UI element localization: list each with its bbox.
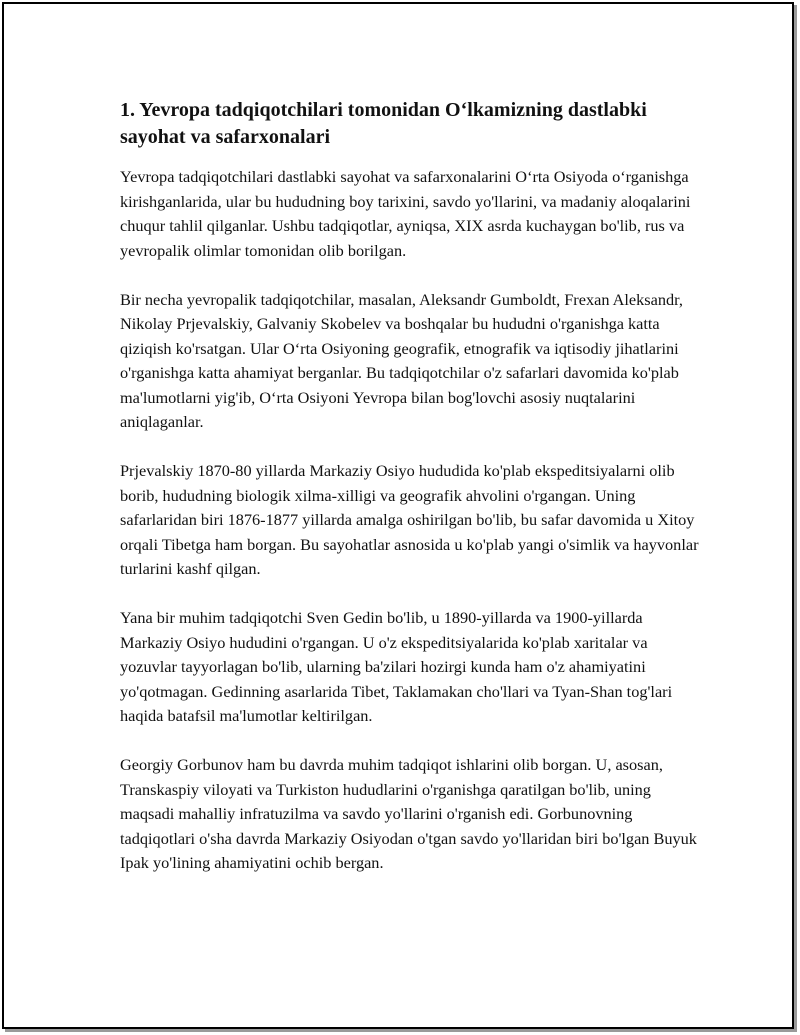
paragraph-2: Bir necha yevropalik tadqiqotchilar, masalan, Aleksandr Gumboldt, Frexan Aleksandr, Nikolay Prjevalskiy, Galvaniy Skobelev va boshqalar bu hududni o'rganishga katta qiziqish ko'rsatgan. Ular O‘rta Osiyoning geografik, etnografik va iqtisodiy jihatlarini o'rganishga katta ahamiyat berganlar. Bu tadqiqotchilar o'z safarlari davomida ko'plab ma'lumotlarni yig'ib, O‘rta Osiyoni Yevropa bilan bog'lovchi asosiy nuqtalarini aniqlaganlar.	[120, 289, 683, 431]
paragraph-3: Prjevalskiy 1870-80 yillarda Markaziy Osiyo hududida ko'plab ekspeditsiyalarni olib borib, hududning biologik xilma-xilligi va geografik ahvolini o'rgangan. Uning safarlaridan biri 1876-1877 yillarda amalga oshirilgan bo'lib, bu safar davomida u Xitoy orqali Tibetga ham borgan. Bu sayohatlar asnosida u ko'plab yangi o'simlik va hayvonlar turlarini kashf qilgan.	[120, 461, 699, 578]
paragraph-1: Yevropa tadqiqotchilari dastlabki sayohat va safarxonalarini O‘rta Osiyoda o‘rganishga kirishganlarida, ular bu hududning boy tarixini, savdo yo'llarini, va madaniy aloqalarini chuqur tahlil qilganlar. Ushbu tadqiqotlar, ayniqsa, XIX asrda kuchaygan bo'lib, rus va yevropalik olimlar tomonidan olib borilgan.	[120, 167, 691, 260]
document-content	[120, 97, 700, 900]
document-page	[2, 2, 794, 1029]
paragraph-5: Georgiy Gorbunov ham bu davrda muhim tadqiqot ishlarini olib borgan. U, asosan, Transkaspiy viloyati va Turkiston hududlarini o'rganishga qaratilgan bo'lib, uning maqsadi mahalliy infratuzilma va savdo yo'llarini o'rganish edi. Gorbunovning tadqiqotlari o'sha davrda Markaziy Osiyodan o'tgan savdo yo'llaridan biri bo'lgan Buyuk Ipak yo'lining ahamiyatini ochib bergan.	[120, 755, 697, 872]
section-heading: 1. Yevropa tadqiqotchilari tomonidan O‘lkamizning dastlabki sayohat va safarxonalari	[120, 99, 647, 148]
paragraph-4: Yana bir muhim tadqiqotchi Sven Gedin bo'lib, u 1890-yillarda va 1900-yillarda Markaziy Osiyo hududini o'rgangan. U o'z ekspeditsiyalarida ko'plab xaritalar va yozuvlar tayyorlagan bo'lib, ularning ba'zilari hozirgi kunda ham o'z ahamiyatini yo'qotmagan. Gedinning asarlarida Tibet, Taklamakan cho'llari va Tyan-Shan tog'lari haqida batafsil ma'lumotlar keltirilgan.	[120, 608, 673, 725]
